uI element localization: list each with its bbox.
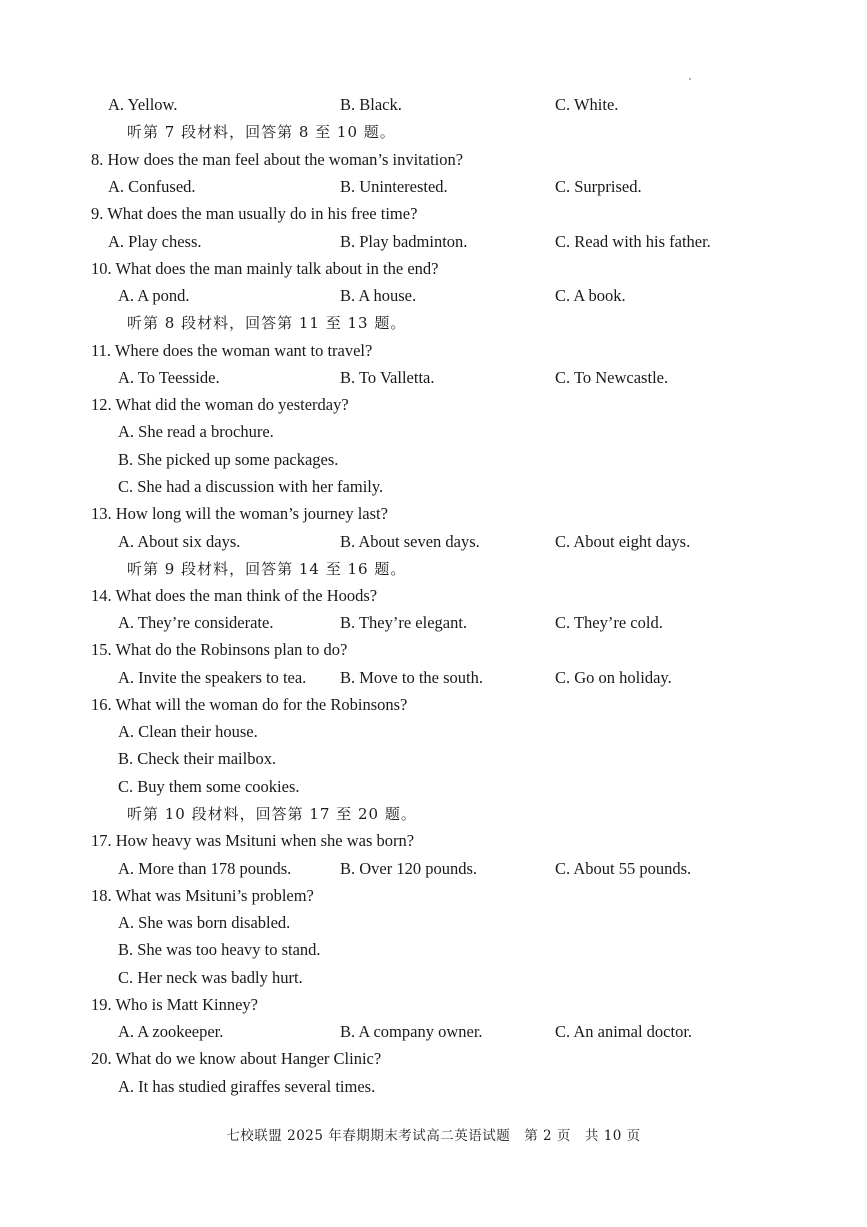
- answer-option: B. Play badminton.: [340, 232, 468, 251]
- answer-option: C. They’re cold.: [555, 613, 663, 632]
- answer-option: C. Buy them some cookies.: [118, 777, 300, 796]
- option-row: [0, 720, 867, 744]
- option-row: [0, 911, 867, 935]
- option-row: [0, 448, 867, 472]
- option-row: [0, 420, 867, 444]
- answer-option: B. A house.: [340, 286, 417, 305]
- section-instruction: 听第 9 段材料，回答第 14 至 16 题。: [127, 560, 407, 578]
- answer-option: A. They’re considerate.: [118, 613, 274, 632]
- option-row: [0, 938, 867, 962]
- question-text: 18. What was Msituni’s problem?: [91, 886, 314, 905]
- answer-option: B. About seven days.: [340, 532, 480, 551]
- question-text: 15. What do the Robinsons plan to do?: [91, 640, 348, 659]
- answer-option: C. Read with his father.: [555, 232, 711, 251]
- answer-option: A. More than 178 pounds.: [118, 859, 292, 878]
- option-row: [0, 747, 867, 771]
- option-row: [0, 93, 867, 117]
- answer-option: B. Black.: [340, 95, 402, 114]
- option-row: [0, 611, 867, 635]
- answer-option: A. Invite the speakers to tea.: [118, 668, 307, 687]
- answer-option: A. It has studied giraffes several times.: [118, 1077, 376, 1096]
- answer-option: B. To Valletta.: [340, 368, 435, 387]
- option-row: [0, 175, 867, 199]
- question-text: 14. What does the man think of the Hoods?: [91, 586, 378, 605]
- answer-option: C. Go on holiday.: [555, 668, 672, 687]
- answer-option: A. She was born disabled.: [118, 913, 291, 932]
- answer-option: B. She picked up some packages.: [118, 450, 339, 469]
- answer-option: C. Her neck was badly hurt.: [118, 968, 303, 987]
- section-instruction: 听第 7 段材料，回答第 8 至 10 题。: [127, 123, 396, 141]
- option-row: [0, 1020, 867, 1044]
- option-row: [0, 366, 867, 390]
- option-row: [0, 1075, 867, 1099]
- question-text: 17. How heavy was Msituni when she was born?: [91, 831, 415, 850]
- question-text: 20. What do we know about Hanger Clinic?: [91, 1049, 382, 1068]
- answer-option: C. An animal doctor.: [555, 1022, 693, 1041]
- answer-option: B. Uninterested.: [340, 177, 448, 196]
- answer-option: C. Surprised.: [555, 177, 642, 196]
- question-text: 12. What did the woman do yesterday?: [91, 395, 349, 414]
- answer-option: A. Clean their house.: [118, 722, 258, 741]
- question-text: 10. What does the man mainly talk about in the end?: [91, 259, 439, 278]
- answer-option: B. A company owner.: [340, 1022, 483, 1041]
- answer-option: B. Check their mailbox.: [118, 749, 277, 768]
- option-row: [0, 230, 867, 254]
- question-text: 9. What does the man usually do in his free time?: [91, 204, 418, 223]
- question-text: 19. Who is Matt Kinney?: [91, 995, 258, 1014]
- answer-option: C. She had a discussion with her family.: [118, 477, 384, 496]
- answer-option: A. Play chess.: [108, 232, 202, 251]
- answer-option: B. Over 120 pounds.: [340, 859, 478, 878]
- answer-option: C. White.: [555, 95, 619, 114]
- answer-option: B. They’re elegant.: [340, 613, 468, 632]
- answer-option: C. About 55 pounds.: [555, 859, 692, 878]
- answer-option: C. To Newcastle.: [555, 368, 669, 387]
- answer-option: B. Move to the south.: [340, 668, 483, 687]
- question-text: 16. What will the woman do for the Robinsons?: [91, 695, 408, 714]
- answer-option: A. She read a brochure.: [118, 422, 274, 441]
- question-text: 11. Where does the woman want to travel?: [91, 341, 373, 360]
- answer-option: C. About eight days.: [555, 532, 691, 551]
- option-row: [0, 475, 867, 499]
- answer-option: B. She was too heavy to stand.: [118, 940, 321, 959]
- option-row: [0, 775, 867, 799]
- option-row: [0, 966, 867, 990]
- option-row: [0, 857, 867, 881]
- answer-option: C. A book.: [555, 286, 626, 305]
- page-footer: 七校联盟 2025 年春期期末考试高二英语试题 第 2 页 共 10 页: [226, 1128, 641, 1144]
- section-instruction: 听第 10 段材料，回答第 17 至 20 题。: [127, 805, 417, 823]
- option-row: [0, 666, 867, 690]
- scan-speck: [689, 78, 691, 80]
- option-row: [0, 530, 867, 554]
- answer-option: A. Confused.: [108, 177, 196, 196]
- answer-option: A. Yellow.: [108, 95, 178, 114]
- answer-option: A. About six days.: [118, 532, 241, 551]
- answer-option: A. To Teesside.: [118, 368, 220, 387]
- question-text: 13. How long will the woman’s journey last?: [91, 504, 388, 523]
- answer-option: A. A zookeeper.: [118, 1022, 224, 1041]
- section-instruction: 听第 8 段材料，回答第 11 至 13 题。: [127, 314, 407, 332]
- question-text: 8. How does the man feel about the woman’s invitation?: [91, 150, 464, 169]
- answer-option: A. A pond.: [118, 286, 190, 305]
- option-row: [0, 284, 867, 308]
